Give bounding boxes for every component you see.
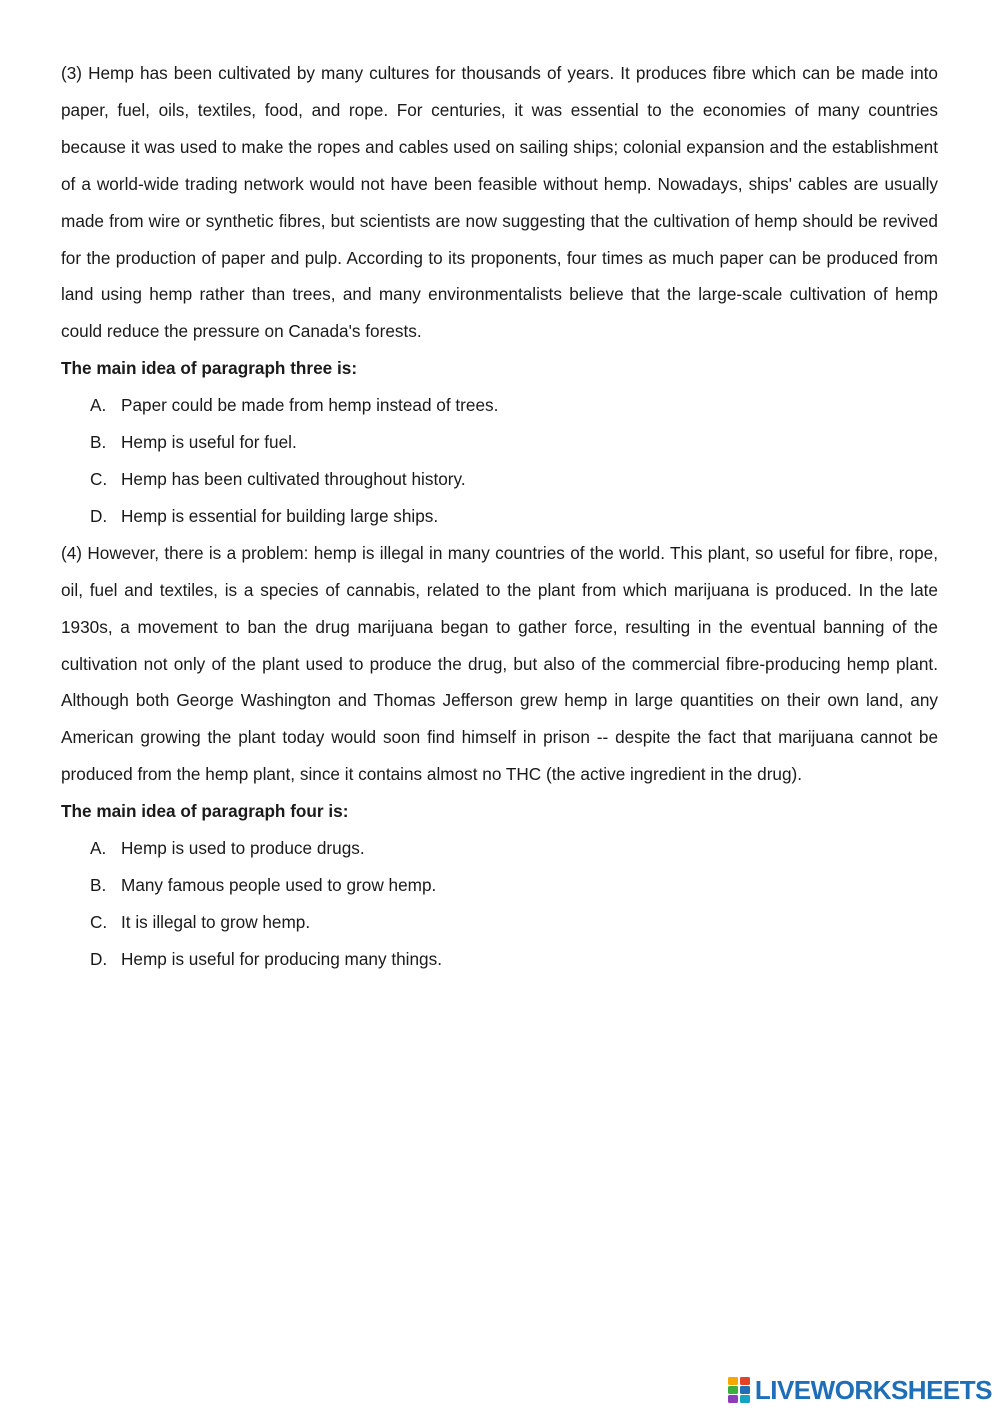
paragraph-four: (4) However, there is a problem: hemp is illegal in many countries of the world. This plant, so useful for fibre, rope, oil, fuel and textiles, is a species of cannabis, related to the plant from which marijuana is produced. In the late 1930s, a movement to ban the drug marijuana began to gather force, resulting in the eventual banning of the cultivation not only of the plant used to produce the drug, but also of the commercial fibre-producing hemp plant. Although both George Washington and Thomas Jefferson grew hemp in large quantities on their own land, any American growing the plant today would soon find himself in prison -- despite the fact that marijuana cannot be produced from the hemp plant, since it contains almost no THC (the active ingredient in the drug). (61, 542, 938, 785)
question-three-prompt: The main idea of paragraph three is: (61, 358, 358, 379)
question-four-option-d[interactable] (61, 941, 938, 978)
question-four-option-b[interactable] (61, 867, 938, 904)
option-letter: B. (90, 874, 107, 895)
option-text: Hemp is useful for fuel. (121, 432, 297, 453)
option-text: Hemp is essential for building large ships. (121, 505, 439, 526)
question-three-option-c[interactable] (61, 461, 938, 498)
option-text: It is illegal to grow hemp. (121, 911, 311, 932)
option-letter: C. (90, 911, 108, 932)
liveworksheets-logo-text: LIVEWORKSHEETS (754, 1374, 992, 1405)
option-text: Hemp is used to produce drugs. (121, 838, 365, 859)
question-four-options (61, 830, 938, 978)
question-three-option-b[interactable] (61, 424, 938, 461)
option-text: Hemp has been cultivated throughout history. (121, 468, 466, 489)
paragraph-three: (3) Hemp has been cultivated by many cultures for thousands of years. It produces fibre which can be made into paper, fuel, oils, textiles, food, and rope. For centuries, it was essential to the economies of many countries because it was used to make the ropes and cables used on sailing ships; colonial expansion and the establishment of a world-wide trading network would not have been feasible without hemp. Nowadays, ships' cables are usually made from wire or synthetic fibres, but scientists are now suggesting that the cultivation of hemp should be revived for the production of paper and pulp. According to its proponents, four times as much paper can be produced from land using hemp rather than trees, and many environmentalists believe that the large-scale cultivation of hemp could reduce the pressure on Canada's forests. (61, 63, 938, 342)
worksheet-page (61, 55, 938, 978)
option-text: Many famous people used to grow hemp. (121, 874, 437, 895)
option-text: Hemp is useful for producing many things. (121, 948, 442, 969)
liveworksheets-logo[interactable] (728, 1375, 992, 1405)
question-four-option-a[interactable] (61, 830, 938, 867)
question-three-options (61, 387, 938, 535)
option-letter: B. (90, 432, 107, 453)
question-four-prompt: The main idea of paragraph four is: (61, 801, 349, 822)
question-four-option-c[interactable] (61, 904, 938, 941)
option-letter: A. (90, 395, 107, 416)
option-letter: D. (90, 948, 108, 969)
option-letter: C. (90, 468, 108, 489)
liveworksheets-logo-icon (728, 1377, 750, 1403)
option-text: Paper could be made from hemp instead of trees. (121, 395, 499, 416)
option-letter: A. (90, 838, 107, 859)
question-three-option-d[interactable] (61, 498, 938, 535)
option-letter: D. (90, 505, 108, 526)
question-three-option-a[interactable] (61, 387, 938, 424)
